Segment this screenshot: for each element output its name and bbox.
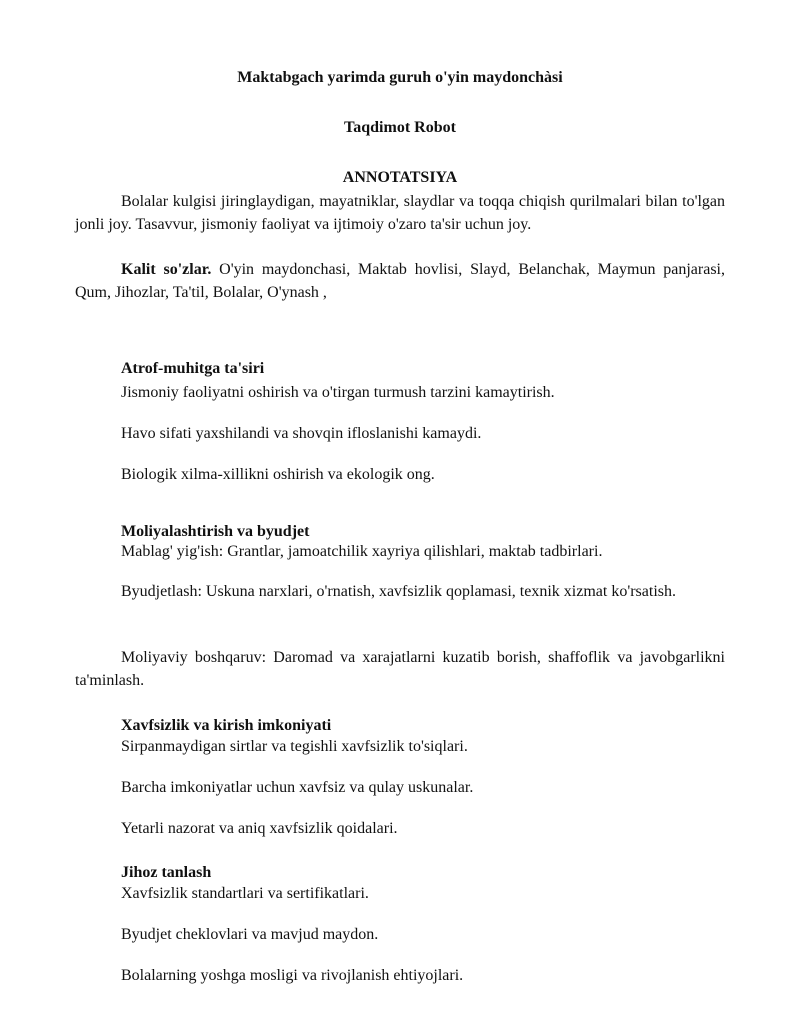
- section-item: Moliyaviy boshqaruv: Daromad va xarajatlarni kuzatib borish, shaffoflik va javobgarlikni ta'minlash.: [75, 649, 725, 689]
- section-title-funding: Moliyalashtirish va byudjet: [121, 523, 310, 540]
- section-item: Havo sifati yaxshilandi va shovqin ifloslanishi kamaydi.: [121, 425, 482, 442]
- section-title-equipment: Jihoz tanlash: [121, 864, 212, 881]
- section-title-environment: Atrof-muhitga ta'siri: [121, 360, 265, 377]
- document-subtitle: Taqdimot Robot: [344, 119, 456, 136]
- section-item: Xavfsizlik standartlari va sertifikatlari.: [121, 885, 369, 902]
- keywords-text: O'yin maydonchasi, Maktab hovlisi, Slayd, Belanchak, Maymun panjarasi, Qum, Jihozlar, Ta'til, Bolalar, O'ynash ,: [75, 261, 726, 301]
- annotation-heading: ANNOTATSIYA: [342, 169, 458, 186]
- section-item: Byudjet cheklovlari va mavjud maydon.: [121, 926, 379, 943]
- section-item: Sirpanmaydigan sirtlar va tegishli xavfsizlik to'siqlari.: [121, 738, 468, 755]
- document-title: Maktabgach yarimda guruh o'yin maydonchàsi: [237, 69, 563, 86]
- section-item: Biologik xilma-xillikni oshirish va ekologik ong.: [121, 466, 435, 483]
- keywords-label: Kalit so'zlar.: [121, 261, 212, 278]
- section-item: Bolalarning yoshga mosligi va rivojlanish ehtiyojlari.: [121, 967, 464, 984]
- section-item: Jismoniy faoliyatni oshirish va o'tirgan turmush tarzini kamaytirish.: [121, 384, 555, 401]
- section-item: Yetarli nazorat va aniq xavfsizlik qoidalari.: [121, 820, 398, 837]
- section-item: Byudjetlash: Uskuna narxlari, o'rnatish, xavfsizlik qoplamasi, texnik xizmat ko'rsatish.: [121, 583, 676, 600]
- section-item: Mablag' yig'ish: Grantlar, jamoatchilik xayriya qilishlari, maktab tadbirlari.: [121, 543, 603, 560]
- section-item: Barcha imkoniyatlar uchun xavfsiz va qulay uskunalar.: [121, 779, 474, 796]
- section-title-safety: Xavfsizlik va kirish imkoniyati: [121, 717, 332, 734]
- annotation-paragraph: Bolalar kulgisi jiringlaydigan, mayatniklar, slaydlar va toqqa chiqish qurilmalari bilan to'lgan jonli joy. Tasavvur, jismoniy faoliyat va ijtimoiy o'zaro ta'sir uchun joy.: [75, 193, 725, 233]
- keywords-paragraph: [75, 258, 725, 304]
